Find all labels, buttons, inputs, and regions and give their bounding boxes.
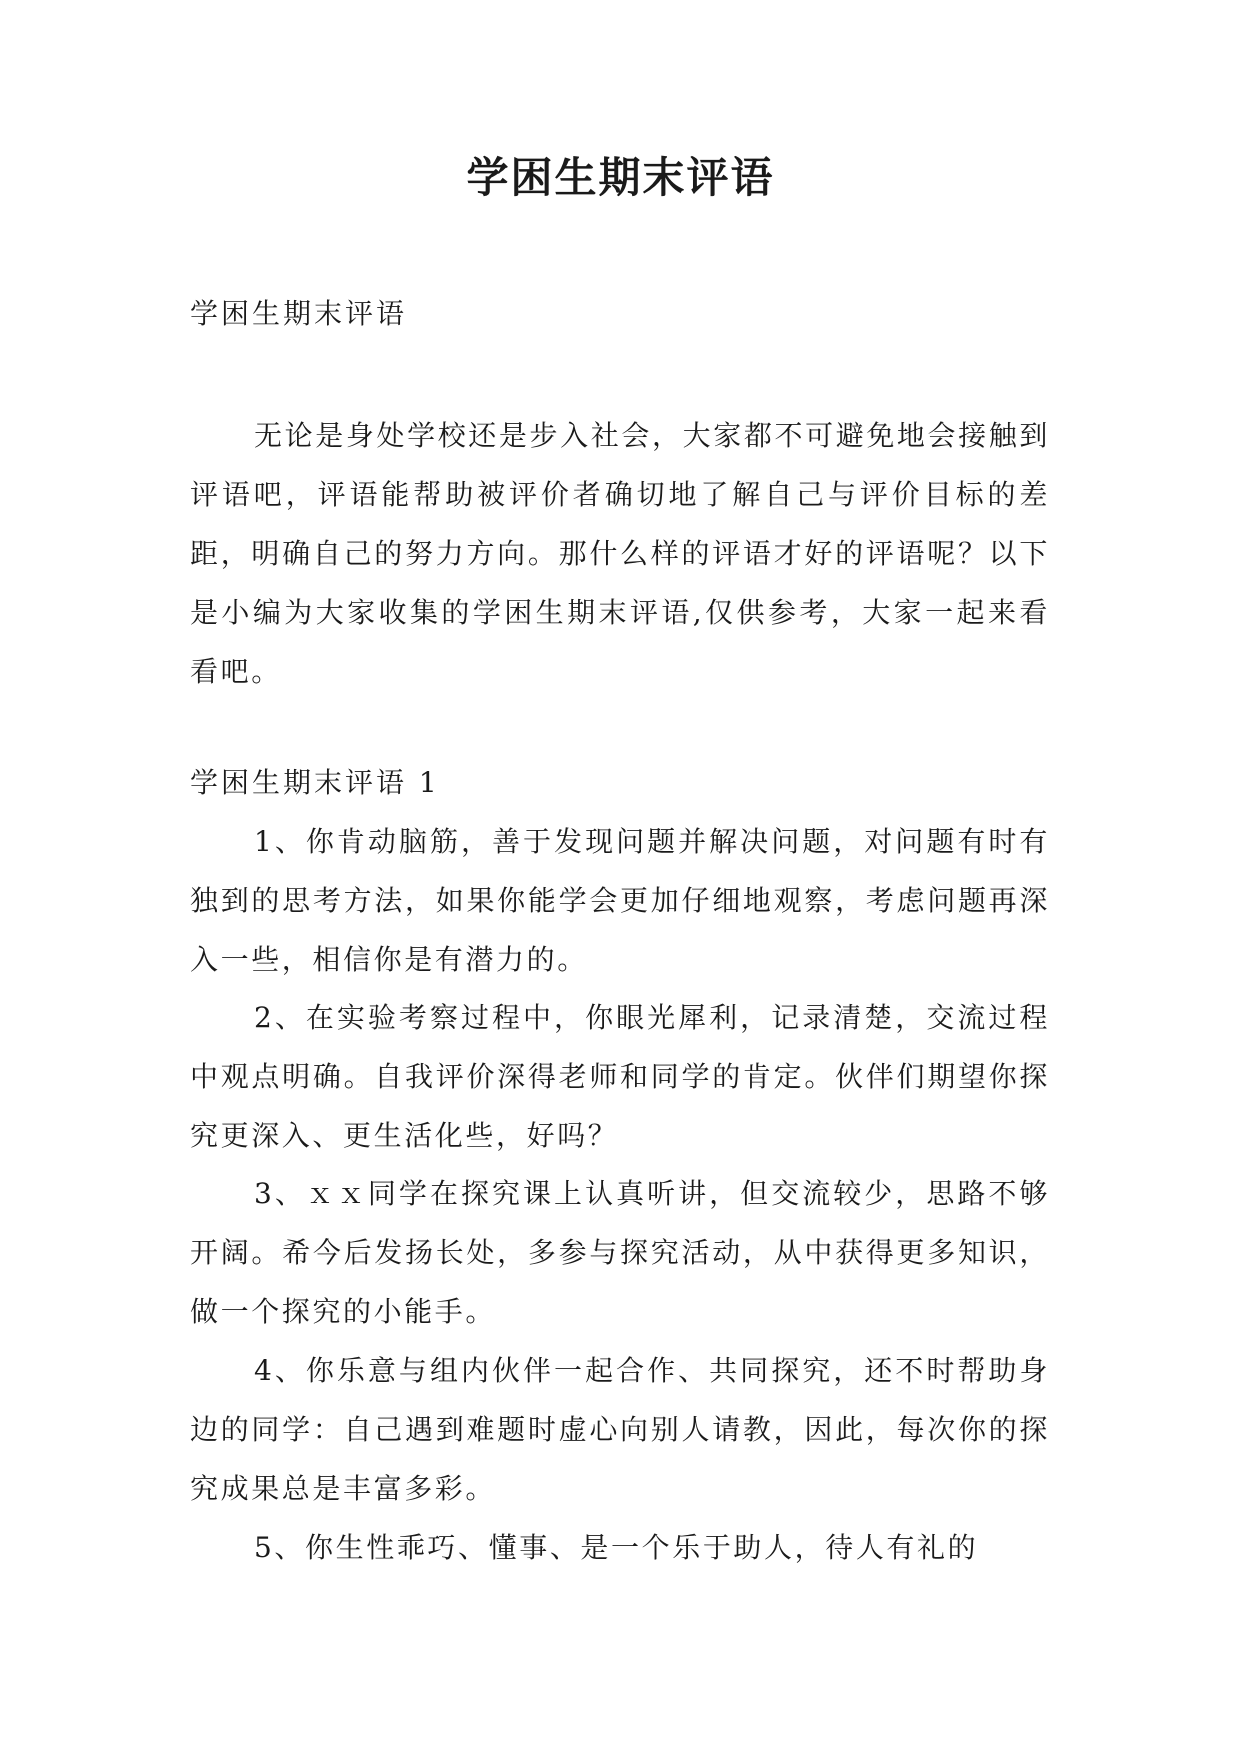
document-title: 学困生期末评语 <box>466 153 775 202</box>
comment-paragraph: 2、在实验考察过程中，你眼光犀利，记录清楚，交流过程中观点明确。自我评价深得老师和同学的肯定。伙伴们期望你探究更深入、更生活化些，好吗？ <box>190 1001 1050 1152</box>
intro-paragraph: 无论是身处学校还是步入社会，大家都不可避免地会接触到评语吧，评语能帮助被评价者确切地了解自己与评价目标的差距，明确自己的努力方向。那什么样的评语才好的评语呢？以下是小编为大家收集的学困生期末评语,仅供参考，大家一起来看看吧。 <box>190 419 1050 688</box>
comment-paragraph: 3、ｘｘ同学在探究课上认真听讲，但交流较少，思路不够开阔。希今后发扬长处，多参与探究活动，从中获得更多知识，做一个探究的小能手。 <box>190 1177 1050 1328</box>
section-heading: 学困生期末评语 1 <box>190 766 440 799</box>
comment-paragraph: 5、你生性乖巧、懂事、是一个乐于助人，待人有礼的 <box>254 1531 979 1564</box>
comment-paragraph: 4、你乐意与组内伙伴一起合作、共同探究，还不时帮助身边的同学：自己遇到难题时虚心向别人请教，因此，每次你的探究成果总是丰富多彩。 <box>190 1354 1050 1505</box>
document-subtitle: 学困生期末评语 <box>190 297 408 330</box>
comment-paragraph: 1、你肯动脑筋，善于发现问题并解决问题，对问题有时有独到的思考方法，如果你能学会更加仔细地观察，考虑问题再深入一些，相信你是有潜力的。 <box>190 825 1050 976</box>
